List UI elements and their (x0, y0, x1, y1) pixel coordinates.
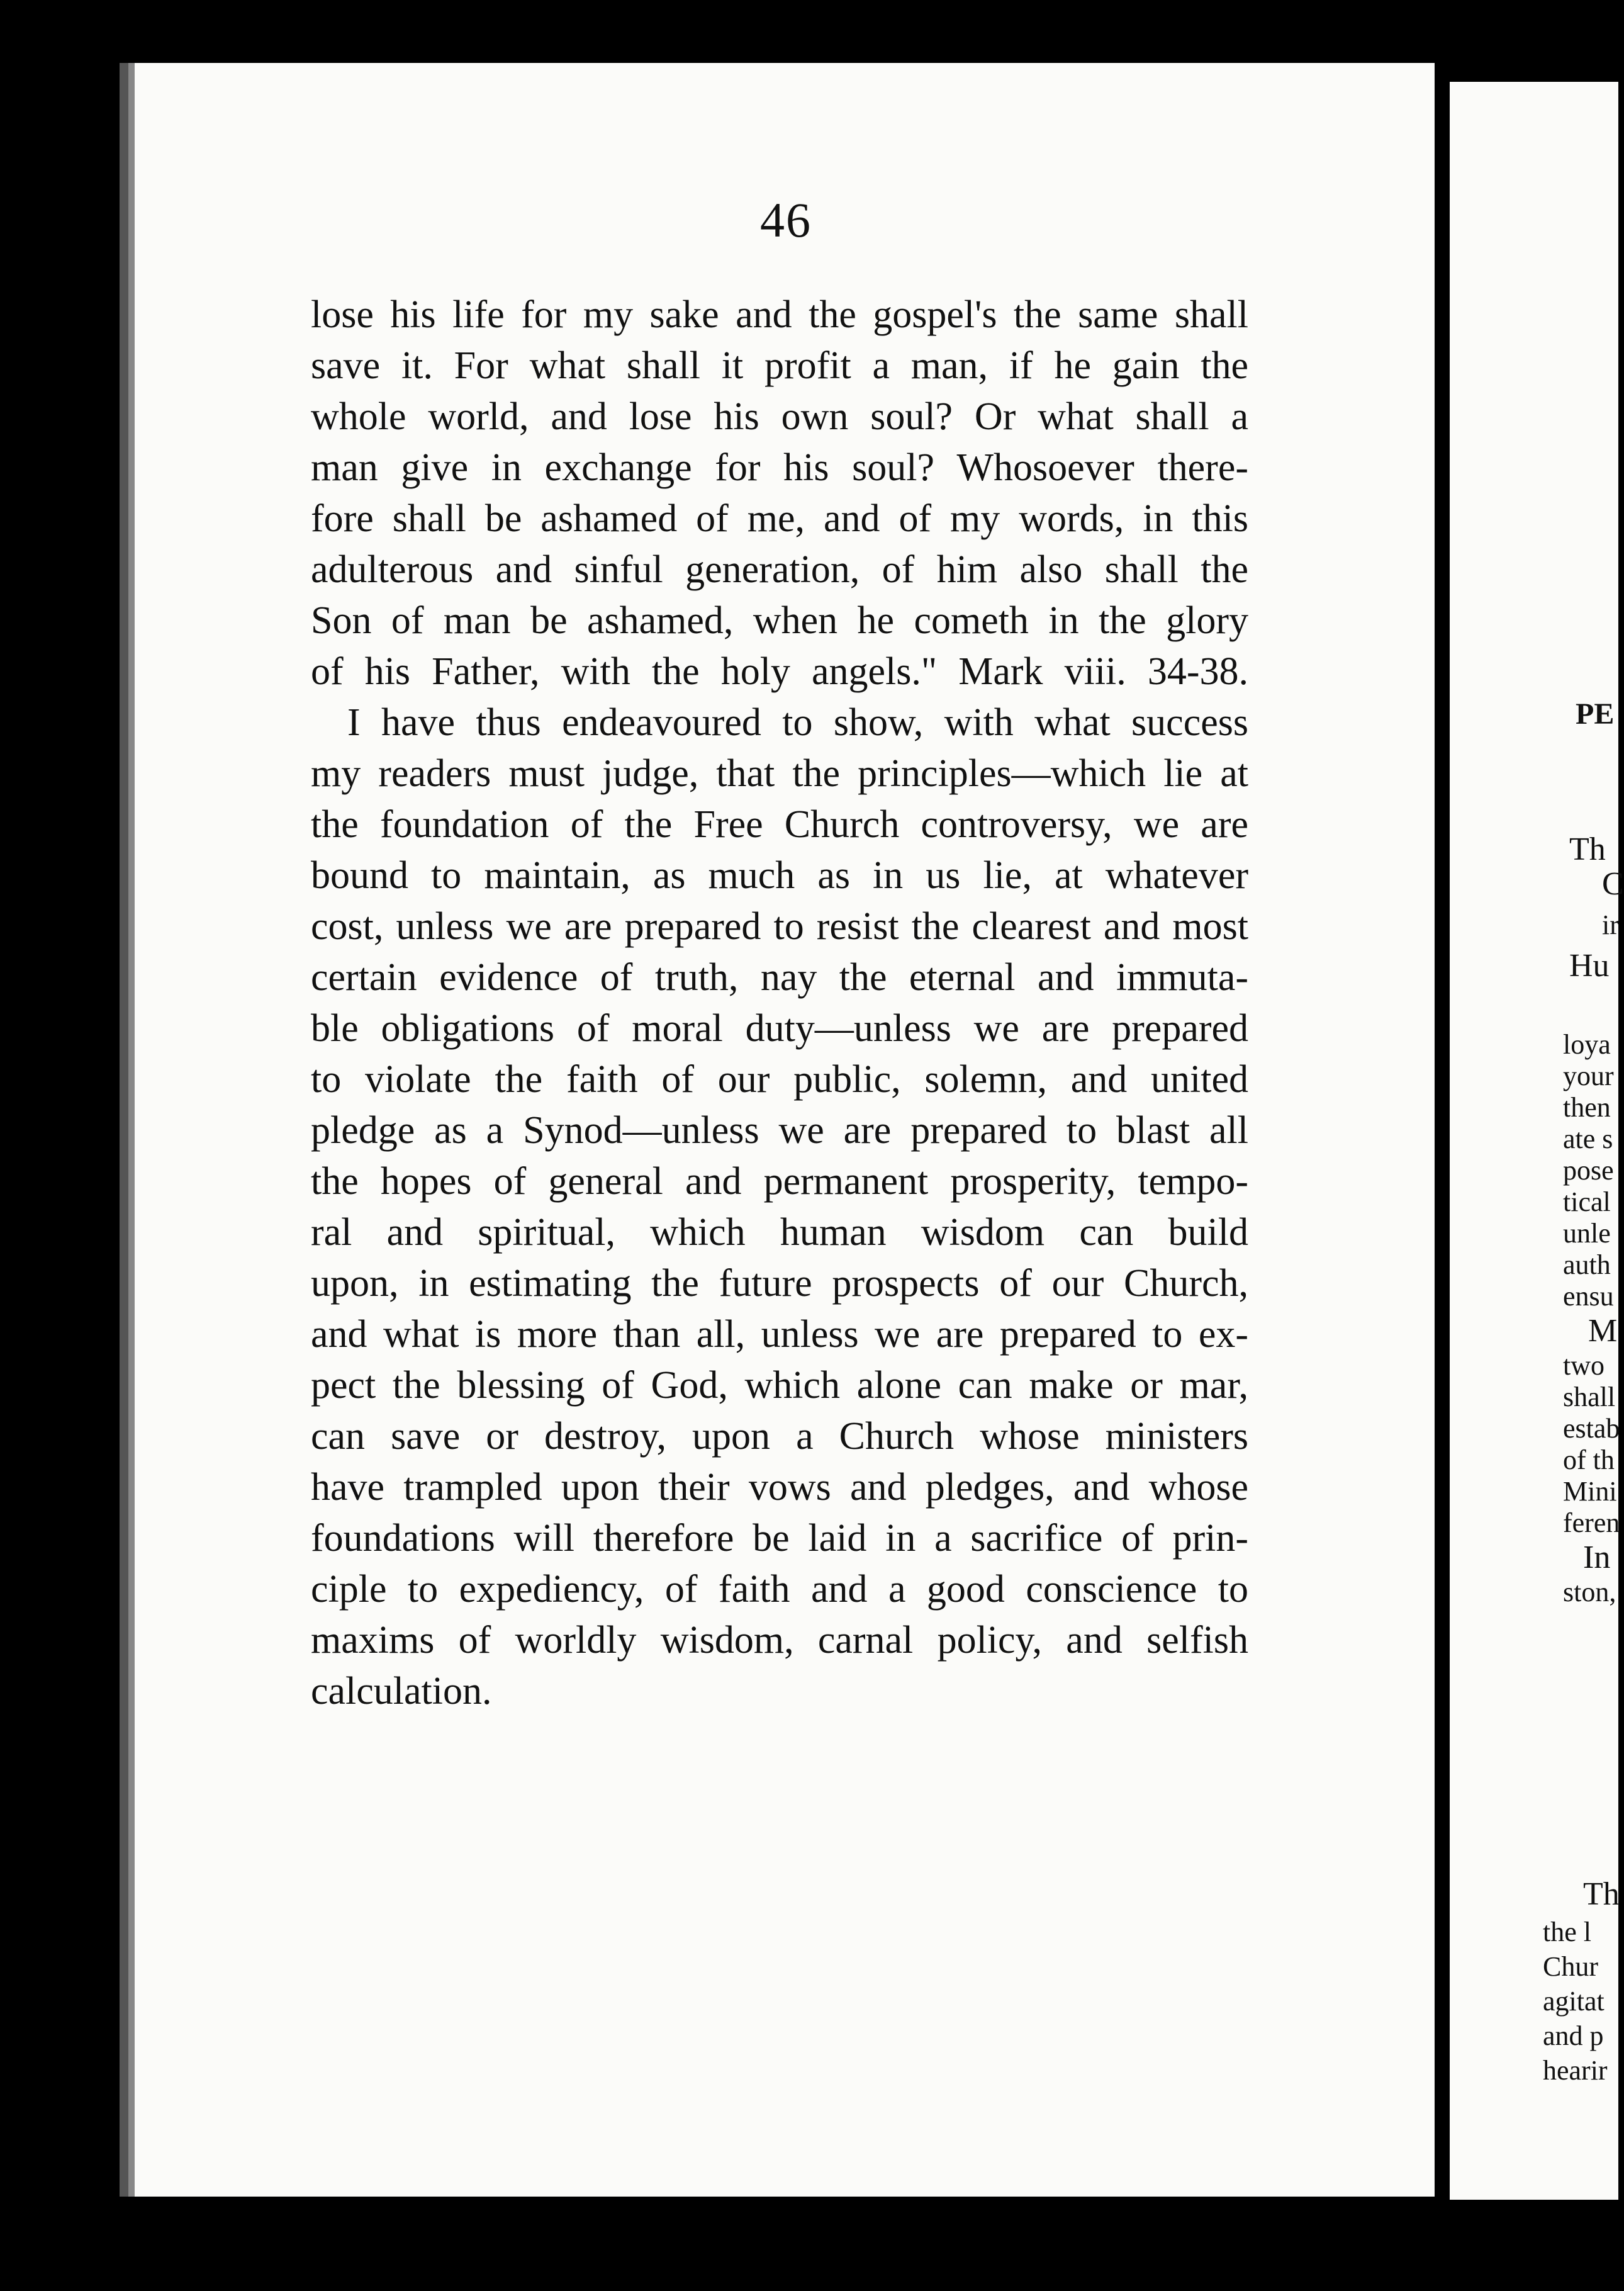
text-line: pect the blessing of God, which alone can make or mar, (311, 1364, 1248, 1407)
text-line: whole world, and lose his own soul? Or what shall a (311, 395, 1248, 438)
right-page-fragment: PE (1576, 697, 1615, 731)
right-page-fragment: In (1583, 1540, 1611, 1575)
right-page-fragment: agitat (1543, 1986, 1604, 2017)
text-line: can save or destroy, upon a Church whose ministers (311, 1415, 1248, 1458)
right-page-fragment: Th (1569, 831, 1606, 867)
right-page-fragment: unle (1563, 1218, 1611, 1249)
left-page (120, 63, 1443, 2197)
text-line: ble obligations of moral duty—unless we are prepared (311, 1007, 1248, 1050)
text-line: maxims of worldly wisdom, carnal policy, and selfish (311, 1619, 1248, 1662)
text-line: have trampled upon their vows and pledges, and whose (311, 1466, 1248, 1509)
text-line: cost, unless we are prepared to resist the clearest and most (311, 905, 1248, 948)
paragraph-1 (311, 290, 1248, 697)
text-line: man give in exchange for his soul? Whosoever there- (311, 446, 1248, 489)
right-page-fragment: two (1563, 1350, 1604, 1381)
right-page-fragment: Mini (1563, 1476, 1617, 1507)
right-page-fragment: ston, (1563, 1577, 1616, 1607)
right-page-fragment: loya (1563, 1029, 1611, 1060)
text-line: certain evidence of truth, nay the eternal and immuta- (311, 956, 1248, 999)
right-page-fragment: the l (1543, 1917, 1591, 1947)
right-page-fragment: pose (1563, 1155, 1614, 1186)
text-line: to violate the faith of our public, solemn, and united (311, 1058, 1248, 1101)
right-page-fragment: Chur (1543, 1951, 1598, 1982)
right-page-fragment: your (1563, 1061, 1614, 1091)
right-page (1450, 82, 1624, 2200)
right-page-fragment: Hu (1569, 948, 1610, 984)
text-line: bound to maintain, as much as in us lie, at whatever (311, 854, 1248, 897)
text-line: my readers must judge, that the principles—which lie at (311, 752, 1248, 795)
text-line: of his Father, with the holy angels." Mark viii. 34-38. (311, 650, 1248, 693)
page-number: 46 (760, 193, 812, 247)
text-line: and what is more than all, unless we are prepared to ex- (311, 1313, 1248, 1356)
text-line: fore shall be ashamed of me, and of my words, in this (311, 497, 1248, 540)
right-page-fragment: hearir (1543, 2055, 1608, 2086)
text-line: I have thus endeavoured to show, with what success (347, 701, 1248, 744)
paragraph-2 (311, 697, 1248, 1717)
text-line: adulterous and sinful generation, of him also shall the (311, 548, 1248, 591)
right-page-fragment: C (1602, 866, 1624, 902)
text-line: ral and spiritual, which human wisdom can build (311, 1211, 1248, 1254)
right-page-fragment: auth (1563, 1249, 1611, 1280)
text-line: upon, in estimating the future prospects of our Church, (311, 1262, 1248, 1305)
right-page-fragment: and p (1543, 2020, 1604, 2051)
text-line: Son of man be ashamed, when he cometh in the glory (311, 599, 1248, 642)
text-line: save it. For what shall it profit a man, if he gain the (311, 344, 1248, 387)
text-line: foundations will therefore be laid in a sacrifice of prin- (311, 1517, 1248, 1560)
text-line: the hopes of general and permanent prosperity, tempo- (311, 1160, 1248, 1203)
page-gutter (1435, 63, 1450, 2197)
text-line: calculation. (311, 1670, 492, 1713)
right-page-fragment: of th (1563, 1444, 1615, 1475)
right-page-fragment: shall (1563, 1382, 1616, 1412)
right-page-fragment: ir (1602, 909, 1619, 940)
text-line: ciple to expediency, of faith and a good conscience to (311, 1568, 1248, 1611)
body-text (311, 290, 1248, 1717)
right-page-fragment: ate s (1563, 1123, 1613, 1154)
right-page-fragment: ensu (1563, 1281, 1614, 1312)
right-page-fragment: M (1588, 1313, 1618, 1349)
text-line: the foundation of the Free Church controversy, we are (311, 803, 1248, 846)
right-page-fragment: Th (1583, 1876, 1620, 1912)
right-page-fragment: feren (1563, 1507, 1620, 1538)
text-line: pledge as a Synod—unless we are prepared to blast all (311, 1109, 1248, 1152)
right-page-fragment: estab (1563, 1413, 1620, 1444)
right-page-fragment: then (1563, 1092, 1611, 1123)
right-page-fragment: tical (1563, 1186, 1611, 1217)
text-line: lose his life for my sake and the gospel's the same shall (311, 293, 1248, 336)
